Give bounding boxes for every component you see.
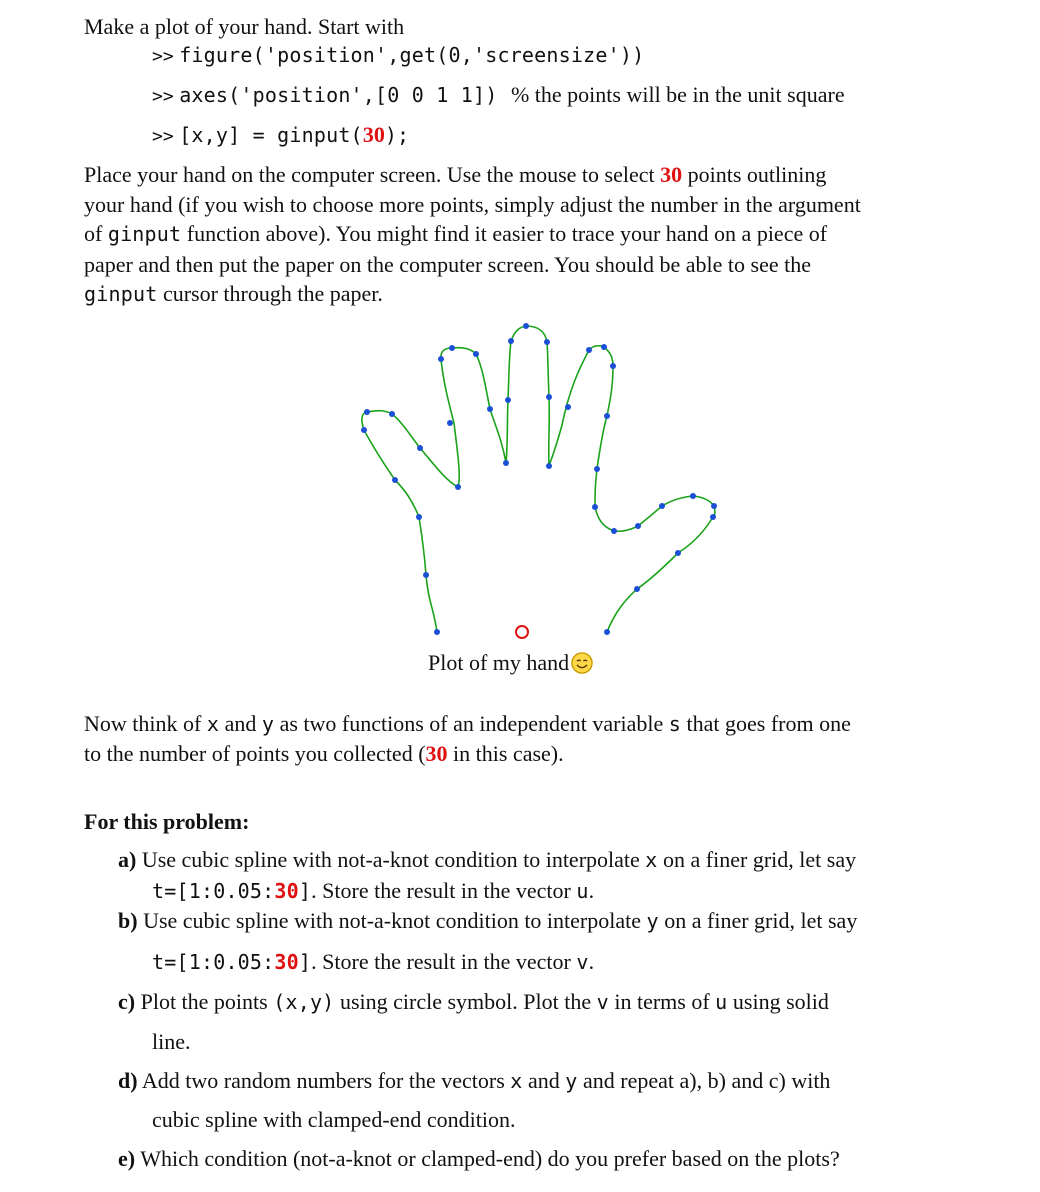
- para2-line-2: [84, 739, 564, 769]
- text-run: v: [596, 990, 609, 1014]
- text-run: in this case).: [447, 741, 564, 766]
- text-run: t=[1:0.05:: [152, 879, 275, 903]
- text-run: t=[1:0.05:: [152, 950, 275, 974]
- para1-line-3: [84, 219, 827, 249]
- hand-outline-curve: [362, 326, 715, 632]
- text-run: y: [565, 1069, 578, 1093]
- data-point: [508, 338, 514, 344]
- text-run: Place your hand on the computer screen. Use the mouse to select: [84, 162, 661, 187]
- data-point: [447, 420, 453, 426]
- item-label: a): [118, 847, 137, 872]
- data-point: [610, 363, 616, 369]
- item-b-line-2: [152, 947, 594, 977]
- item-c-line-2: line.: [152, 1029, 191, 1054]
- code-axes: axes('position',[0 0 1 1]): [179, 83, 498, 107]
- text-run: on a finer grid, let say: [657, 847, 857, 872]
- data-point: [611, 528, 617, 534]
- text-run: function above). You might find it easier to trace your hand on a piece of: [181, 221, 828, 246]
- text-run: x: [645, 848, 658, 872]
- cursor-marker: [516, 626, 528, 638]
- data-point: [544, 339, 550, 345]
- text-run: Which condition (not-a-knot or clamped-end) do you prefer based on the plots?: [140, 1146, 840, 1171]
- data-point: [546, 463, 552, 469]
- item-label: b): [118, 908, 138, 933]
- code-ginput: [x,y] = ginput(: [179, 123, 363, 147]
- data-point: [417, 445, 423, 451]
- text-run: . Store the result in the vector: [311, 878, 577, 903]
- data-point: [449, 345, 455, 351]
- data-point: [438, 356, 444, 362]
- item-c-line-1: [118, 987, 829, 1017]
- text-run: of: [84, 221, 108, 246]
- data-point: [455, 484, 461, 490]
- item-label: d): [118, 1068, 138, 1093]
- data-point: [423, 572, 429, 578]
- text-run: Use cubic spline with not-a-knot condition to interpolate: [143, 908, 647, 933]
- text-run: points outlining: [682, 162, 827, 187]
- data-point: [389, 411, 395, 417]
- figure-caption: Plot of my hand: [428, 650, 593, 676]
- text-run: Add two random numbers for the vectors: [141, 1068, 511, 1093]
- text-run: 30: [274, 950, 299, 974]
- code-end: );: [384, 123, 410, 147]
- data-point: [604, 629, 610, 635]
- text-run: (x,y): [273, 990, 335, 1014]
- para1-line-2: your hand (if you wish to choose more points, simply adjust the number in the argument: [84, 192, 861, 217]
- code-prompt: >>: [152, 86, 174, 107]
- hand-points: [361, 323, 717, 635]
- num-highlight: 30: [660, 162, 683, 187]
- text-run: and: [219, 711, 262, 736]
- text-run: ]: [298, 950, 312, 974]
- data-point: [361, 427, 367, 433]
- code-num: 30: [362, 122, 385, 147]
- item-e-line-1: [118, 1144, 840, 1174]
- code-line-2: [152, 80, 845, 112]
- item-b-line-1: [118, 906, 857, 936]
- text-run: v: [576, 950, 589, 974]
- data-point: [392, 477, 398, 483]
- item-a-line-2: [152, 876, 594, 906]
- text-run: x: [510, 1069, 523, 1093]
- text-run: using solid: [727, 989, 829, 1014]
- text-run: . Store the result in the vector: [311, 949, 577, 974]
- text-run: that goes from one: [681, 711, 851, 736]
- para2-line-1: [84, 709, 851, 739]
- data-point: [604, 413, 610, 419]
- text-run: u: [715, 990, 728, 1014]
- text-run: Use cubic spline with not-a-knot condition to interpolate: [141, 847, 646, 872]
- text-run: 30: [274, 879, 299, 903]
- item-d-line-2: cubic spline with clamped-end condition.: [152, 1107, 516, 1132]
- text-run: .: [588, 878, 595, 903]
- intro-text: Make a plot of your hand. Start with: [84, 14, 405, 39]
- item-label: e): [118, 1146, 136, 1171]
- data-point: [487, 406, 493, 412]
- data-point: [364, 409, 370, 415]
- data-point: [592, 504, 598, 510]
- text-run: .: [588, 949, 595, 974]
- text-run: ]: [298, 879, 312, 903]
- data-point: [711, 503, 717, 509]
- text-run: 30: [425, 741, 448, 766]
- text-run: y: [261, 712, 275, 736]
- item-d-line-1: [118, 1066, 830, 1096]
- text-run: y: [646, 909, 659, 933]
- data-point: [690, 493, 696, 499]
- data-point: [503, 460, 509, 466]
- text-run: and: [522, 1068, 566, 1093]
- data-point: [594, 466, 600, 472]
- text-run: cursor through the paper.: [157, 281, 383, 306]
- hand-plot: [0, 300, 1040, 650]
- data-point: [546, 394, 552, 400]
- data-point: [634, 586, 640, 592]
- para1-line-1: [84, 160, 826, 190]
- data-point: [659, 503, 665, 509]
- text-run: Now think of: [84, 711, 207, 736]
- text-run: to the number of points you collected (: [84, 741, 426, 766]
- text-run: u: [576, 879, 589, 903]
- data-point: [505, 397, 511, 403]
- data-point: [635, 523, 641, 529]
- problem-heading: For this problem:: [84, 809, 250, 834]
- code-figure: figure('position',get(0,'screensize')): [179, 43, 645, 67]
- data-point: [586, 347, 592, 353]
- item-a-line-1: [118, 845, 856, 875]
- data-point: [565, 404, 571, 410]
- smiley-face-icon: [571, 652, 593, 674]
- data-point: [416, 514, 422, 520]
- data-point: [710, 514, 716, 520]
- data-point: [523, 323, 529, 329]
- text-run: x: [206, 712, 220, 736]
- text-run: in terms of: [608, 989, 716, 1014]
- text-run: and repeat a), b) and c) with: [577, 1068, 831, 1093]
- text-run: using circle symbol. Plot the: [334, 989, 597, 1014]
- code-line-1: [152, 40, 644, 72]
- code-prompt: >>: [152, 126, 174, 147]
- item-label: c): [118, 989, 136, 1014]
- data-point: [473, 351, 479, 357]
- text-run: on a finer grid, let say: [658, 908, 858, 933]
- code-comment: % the points will be in the unit square: [510, 82, 845, 107]
- text-run: Plot the points: [140, 989, 274, 1014]
- code-prompt: >>: [152, 46, 174, 67]
- inline-code: ginput: [107, 222, 182, 246]
- para1-line-4: paper and then put the paper on the computer screen. You should be able to see the: [84, 252, 812, 277]
- data-point: [675, 550, 681, 556]
- data-point: [434, 629, 440, 635]
- inline-code: ginput: [84, 282, 158, 306]
- data-point: [601, 344, 607, 350]
- text-run: as two functions of an independent variable: [274, 711, 669, 736]
- text-run: s: [668, 712, 682, 736]
- code-line-3: [152, 120, 409, 152]
